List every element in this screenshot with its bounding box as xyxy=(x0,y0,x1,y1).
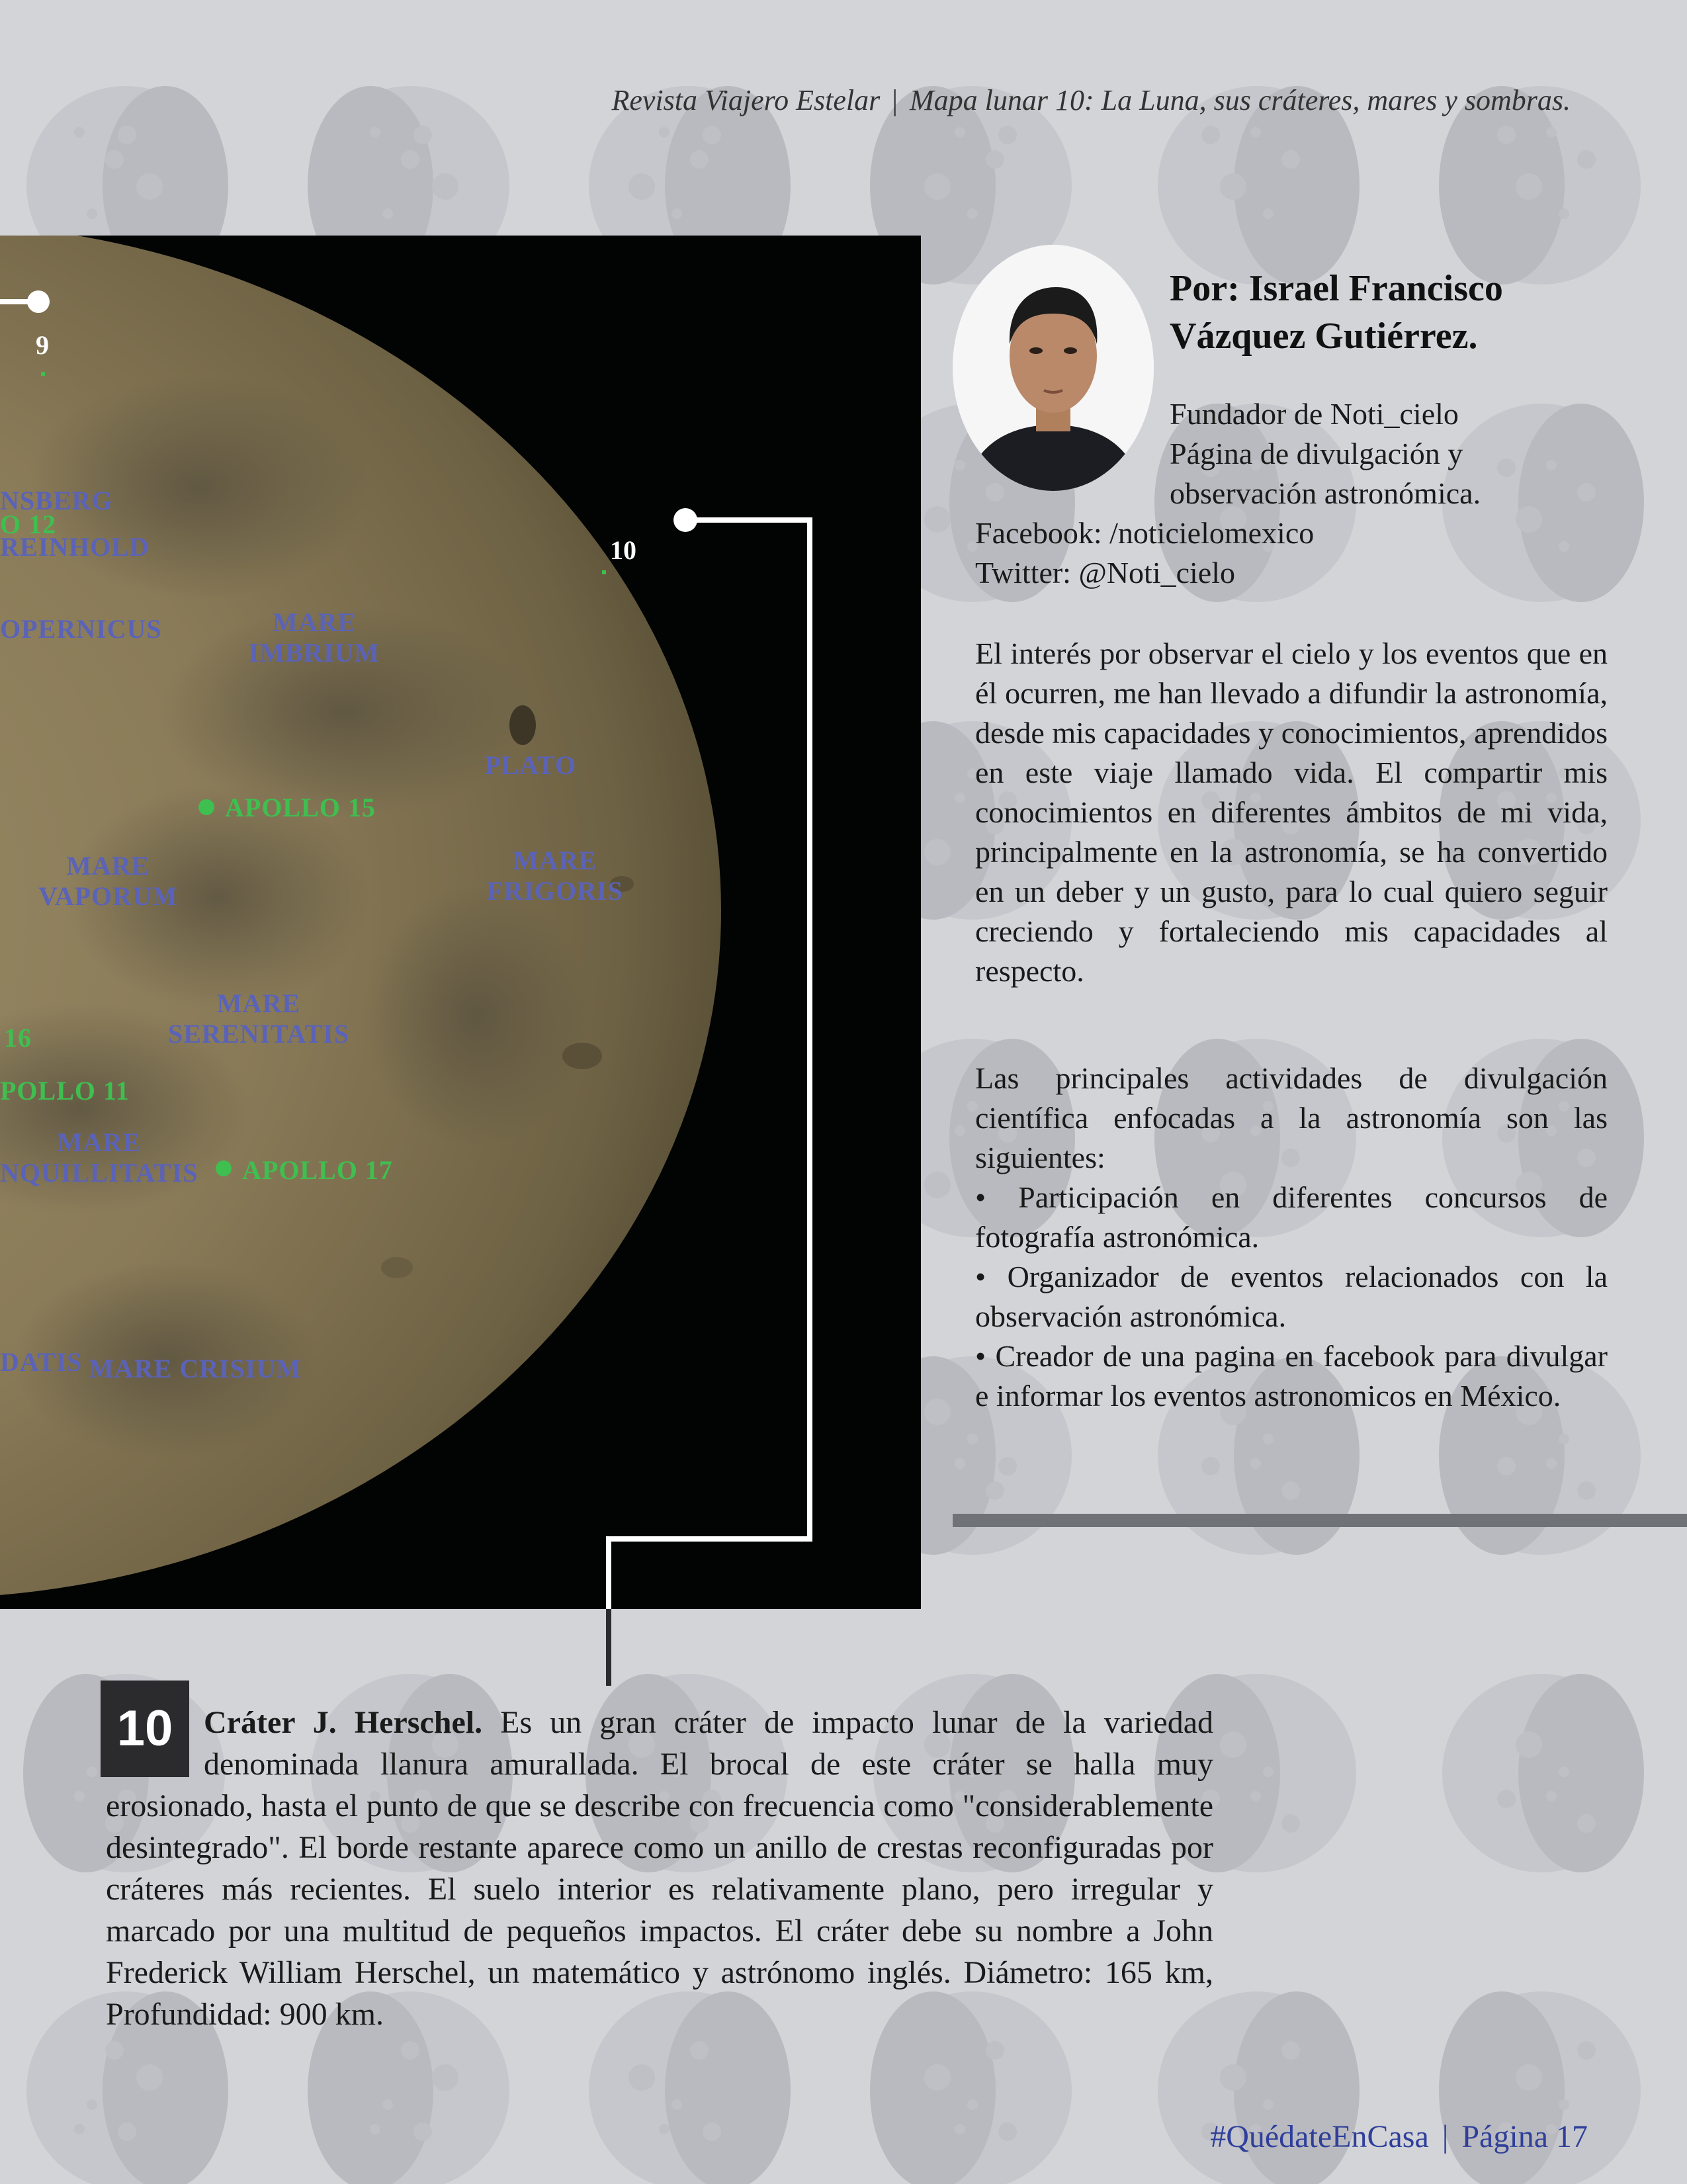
activity-item: • Participación en diferentes concursos de fotografía astronómica. xyxy=(975,1180,1608,1254)
label-apollo-12: O 12 xyxy=(0,509,57,539)
section-divider xyxy=(953,1514,1687,1527)
label-apollo-17: APOLLO 17 xyxy=(242,1155,393,1185)
author-portrait xyxy=(953,245,1154,491)
author-name: Por: Israel Francisco Vázquez Gutiérrez. xyxy=(1170,268,1503,357)
label-mare-crisium: MARE CRISIUM xyxy=(89,1354,302,1383)
label-reinhold: REINHOLD xyxy=(0,532,150,562)
author-role-line: Página de divulgación y xyxy=(1170,437,1463,470)
bg-moon-icon xyxy=(1442,1674,1644,1872)
label-fecunditatis: DATIS xyxy=(0,1347,83,1377)
page-footer xyxy=(1210,2118,1588,2155)
label-eddington: NSBERG xyxy=(0,486,113,515)
label-copernicus: OPERNICUS xyxy=(0,614,162,644)
magazine-name: Revista Viajero Estelar xyxy=(611,84,881,116)
apollo-17-dot xyxy=(216,1160,232,1176)
label-apollo-11: POLLO 11 xyxy=(0,1076,130,1106)
page-number: Página 17 xyxy=(1461,2119,1588,2154)
marker-9-dot xyxy=(41,372,45,376)
label-mare-tranquillitatis: MARE NQUILLITATIS xyxy=(0,1127,198,1188)
crater-title: Cráter J. Herschel. xyxy=(204,1705,483,1740)
article-title: Mapa lunar 10: La Luna, sus cráteres, mares y sombras. xyxy=(910,84,1571,116)
crater-body: Es un gran cráter de impacto lunar de la variedad denominada llanura amurallada. El brocal de este cráter se halla muy erosionado, hasta el punto de que se describe con frecuencia como "considerablemente desintegrado". El borde restante aparece como un anillo de crestas reconfiguradas por cráteres más recientes. El suelo interior es relativamente plano, pero irregular y marcado por una multitud de pequeños impactos. El cráter debe su nombre a John Frederick William Herschel, un matemático y astrónomo inglés. Diámetro: 165 km, Profundidad: 900 km. xyxy=(106,1705,1214,2032)
label-mare-imbrium: MARE IMBRIUM xyxy=(249,607,380,668)
footer-separator: | xyxy=(1442,2119,1449,2154)
label-mare-frigoris: MARE FRIGORIS xyxy=(487,846,623,906)
author-role-line: observación astronómica. xyxy=(1170,476,1481,510)
marker-10-number: 10 xyxy=(610,535,636,565)
bio-paragraph-1 xyxy=(975,634,1608,991)
marker-9-number: 9 xyxy=(36,330,49,360)
apollo-15-dot xyxy=(198,799,214,815)
footer-hashtag: #QuédateEnCasa xyxy=(1210,2119,1429,2154)
label-mare-vaporum: MARE VAPORUM xyxy=(38,851,178,911)
author-role xyxy=(1170,394,1633,513)
twitter-handle: Twitter: @Noti_cielo xyxy=(975,556,1235,590)
moon-image xyxy=(0,236,921,1609)
activity-item: • Creador de una pagina en facebook para divulgar e informar los eventos astronomicos en México. xyxy=(975,1339,1608,1413)
marker-10-dot xyxy=(602,570,606,574)
bg-moon-icon xyxy=(1439,1991,1641,2184)
header-separator: | xyxy=(892,84,898,116)
label-apollo-16: 16 xyxy=(4,1023,32,1053)
author-role-line: Fundador de Noti_cielo xyxy=(1170,397,1459,431)
crater-number-badge: 10 xyxy=(101,1681,189,1777)
crater-description xyxy=(106,1702,1213,2035)
author-social xyxy=(975,513,1610,593)
bio-text: El interés por observar el cielo y los eventos que en él ocurren, me han llevado a difundir la astronomía, desde mis capacidades y conocimientos, aprendidos en este viaje llamado vida. El compartir mis conocimientos en diferentes ámbitos de mi vida, principalmente en la astronomía, se ha convertido en un deber y un gusto, para lo cual quiero seguir creciendo y fortaleciendo mis capacidades al respecto. xyxy=(975,636,1608,988)
activities-intro: Las principales actividades de divulgación científica enfocadas a la astronomía son las siguientes: xyxy=(975,1061,1608,1174)
page-header xyxy=(612,83,1571,117)
label-mare-serenitatis: MARE SERENITATIS xyxy=(168,988,350,1049)
facebook-handle: Facebook: /noticielomexico xyxy=(975,516,1315,550)
label-plato: PLATO xyxy=(484,750,577,780)
label-apollo-15: APOLLO 15 xyxy=(225,793,376,822)
activity-item: • Organizador de eventos relacionados con la observación astronómica. xyxy=(975,1260,1608,1333)
bio-activities xyxy=(975,1059,1608,1416)
moon-map-photo xyxy=(0,236,921,1609)
